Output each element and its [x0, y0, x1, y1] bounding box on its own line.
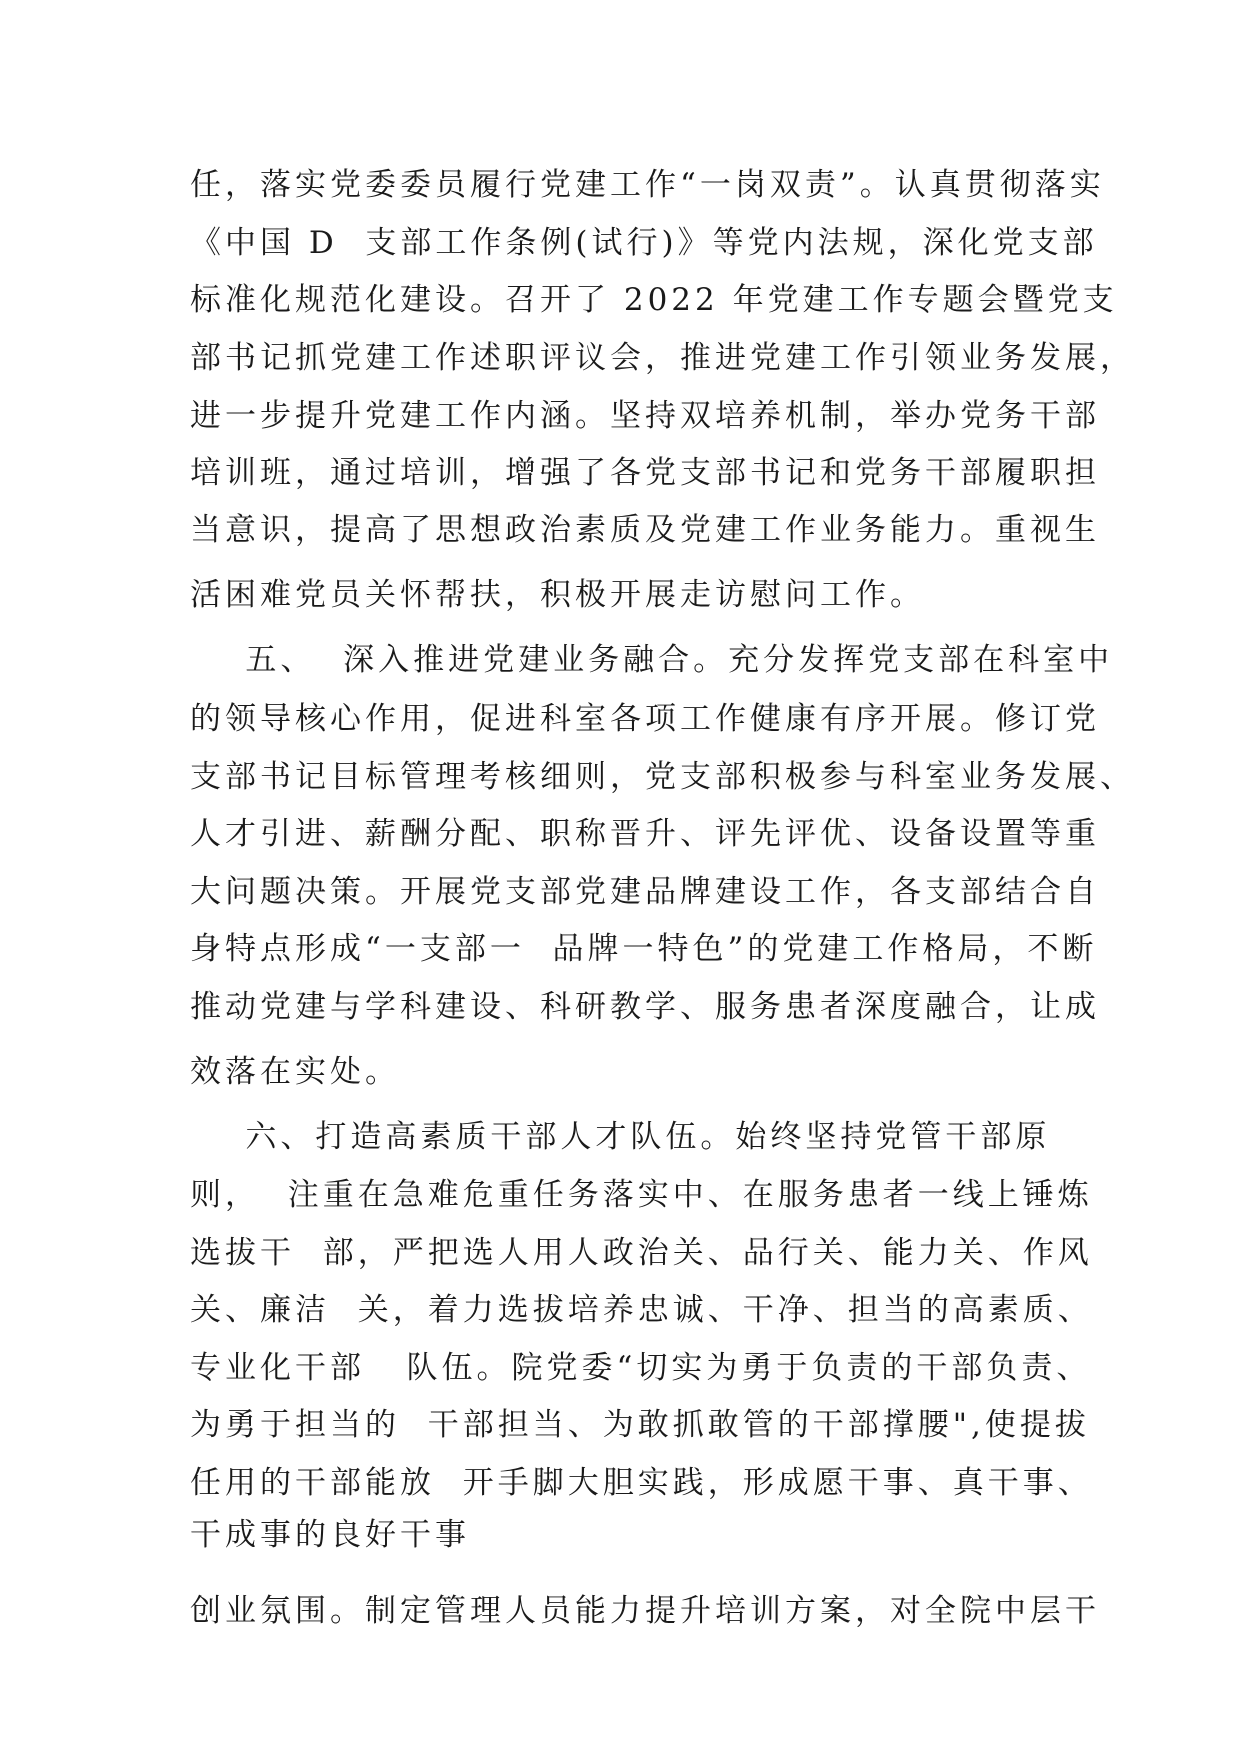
text-line: 关、廉洁 关，着力选拔培养忠诚、干净、担当的高素质、: [190, 1292, 1093, 1328]
text-line: 任，落实党委委员履行党建工作“一岗双责”。认真贯彻落实: [190, 167, 1105, 203]
section-heading-five: 五、 深入推进党建业务融合。充分发挥党支部在科室中: [190, 642, 1114, 678]
text-line: 效落在实处。: [190, 1054, 400, 1090]
text-line: 当意识，提高了思想政治素质及党建工作业务能力。重视生: [190, 512, 1100, 548]
text-line: 干成事的良好干事: [190, 1517, 470, 1553]
section-heading-six: 六、打造高素质干部人才队伍。始终坚持党管干部原: [190, 1119, 1051, 1155]
text-line: 人才引进、薪酬分配、职称晋升、评先评优、设备设置等重: [190, 816, 1100, 852]
text-line: 活困难党员关怀帮扶，积极开展走访慰问工作。: [190, 577, 925, 613]
text-line: 进一步提升党建工作内涵。坚持双培养机制，举办党务干部: [190, 398, 1100, 434]
text-line: 则， 注重在急难危重任务落实中、在服务患者一线上锤炼: [190, 1177, 1093, 1213]
text-line: 为勇于担当的 干部担当、为敢抓敢管的干部撑腰",使提拔: [190, 1407, 1090, 1443]
text-line: 创业氛围。制定管理人员能力提升培训方案，对全院中层干: [190, 1593, 1100, 1629]
text-line: 选拔干 部，严把选人用人政治关、品行关、能力关、作风: [190, 1235, 1093, 1271]
text-line: 专业化干部 队伍。院党委“切实为勇于负责的干部负责、: [190, 1350, 1092, 1386]
text-line: 推动党建与学科建设、科研教学、服务患者深度融合，让成: [190, 989, 1100, 1025]
text-line: 大问题决策。开展党支部党建品牌建设工作，各支部结合自: [190, 874, 1100, 910]
text-line: 部书记抓党建工作述职评议会，推进党建工作引领业务发展，: [190, 340, 1135, 376]
text-line: 任用的干部能放 开手脚大胆实践，形成愿干事、真干事、: [190, 1465, 1093, 1501]
text-line: 标准化规范化建设。召开了 2022 年党建工作专题会暨党支: [190, 282, 1118, 318]
text-line: 培训班，通过培训，增强了各党支部书记和党务干部履职担: [190, 455, 1100, 491]
text-line: 的领导核心作用，促进科室各项工作健康有序开展。修订党: [190, 701, 1100, 737]
text-line: 《中国 D 支部工作条例(试行)》等党内法规，深化党支部: [190, 225, 1098, 261]
text-line: 身特点形成“一支部一 品牌一特色”的党建工作格局，不断: [190, 931, 1098, 967]
text-line: 支部书记目标管理考核细则，党支部积极参与科室业务发展、: [190, 759, 1135, 795]
